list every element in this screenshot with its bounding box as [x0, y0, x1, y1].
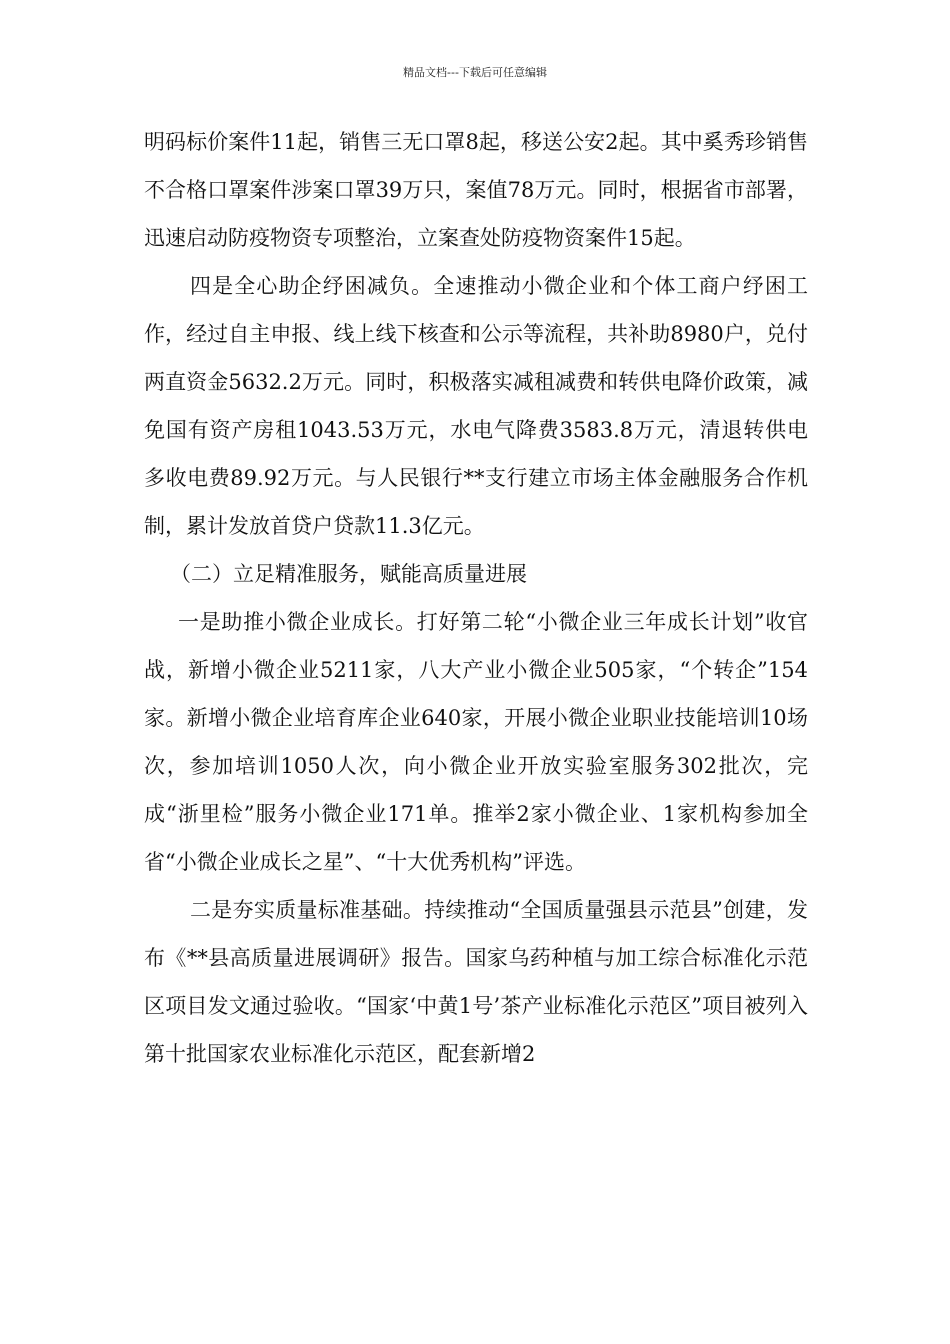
- paragraph-continuation: 明码标价案件11起，销售三无口罩8起，移送公安2起。其中奚秀珍销售不合格口罩案件涉案口罩39万只，案值78万元。同时，根据省市部署，迅速启动防疫物资专项整治，立案查处防疫物资案件15起。: [144, 130, 808, 250]
- document-body: [144, 118, 808, 1078]
- paragraph-quality-standards: 二是夯实质量标准基础。持续推动“全国质量强县示范县”创建，发布《**县高质量进展调研》报告。国家乌药种植与加工综合标准化示范区项目发文通过验收。“国家‘中黄1号’茶产业标准化示范区”项目被列入第十批国家农业标准化示范区，配套新增2: [144, 898, 808, 1066]
- paragraph-relief-measures: 四是全心助企纾困减负。全速推动小微企业和个体工商户纾困工作，经过自主申报、线上线下核查和公示等流程，共补助8980户，兑付两直资金5632.2万元。同时，积极落实减租减费和转供电降价政策，减免国有资产房租1043.53万元，水电气降费3583.8万元，清退转供电多收电费89.92万元。与人民银行**支行建立市场主体金融服务合作机制，累计发放首贷户贷款11.3亿元。: [144, 274, 808, 538]
- paragraph-small-business-growth: 一是助推小微企业成长。打好第二轮“小微企业三年成长计划”收官战，新增小微企业5211家，八大产业小微企业505家，“个转企”154家。新增小微企业培育库企业640家，开展小微企业职业技能培训10场次，参加培训1050人次，向小微企业开放实验室服务302批次，完成“浙里检”服务小微企业171单。推举2家小微企业、1家机构参加全省“小微企业成长之星”、“十大优秀机构”评选。: [144, 610, 808, 874]
- page-header: 精品文档---下载后可任意编辑: [403, 66, 547, 79]
- section-heading: （二）立足精准服务，赋能高质量进展: [170, 562, 527, 586]
